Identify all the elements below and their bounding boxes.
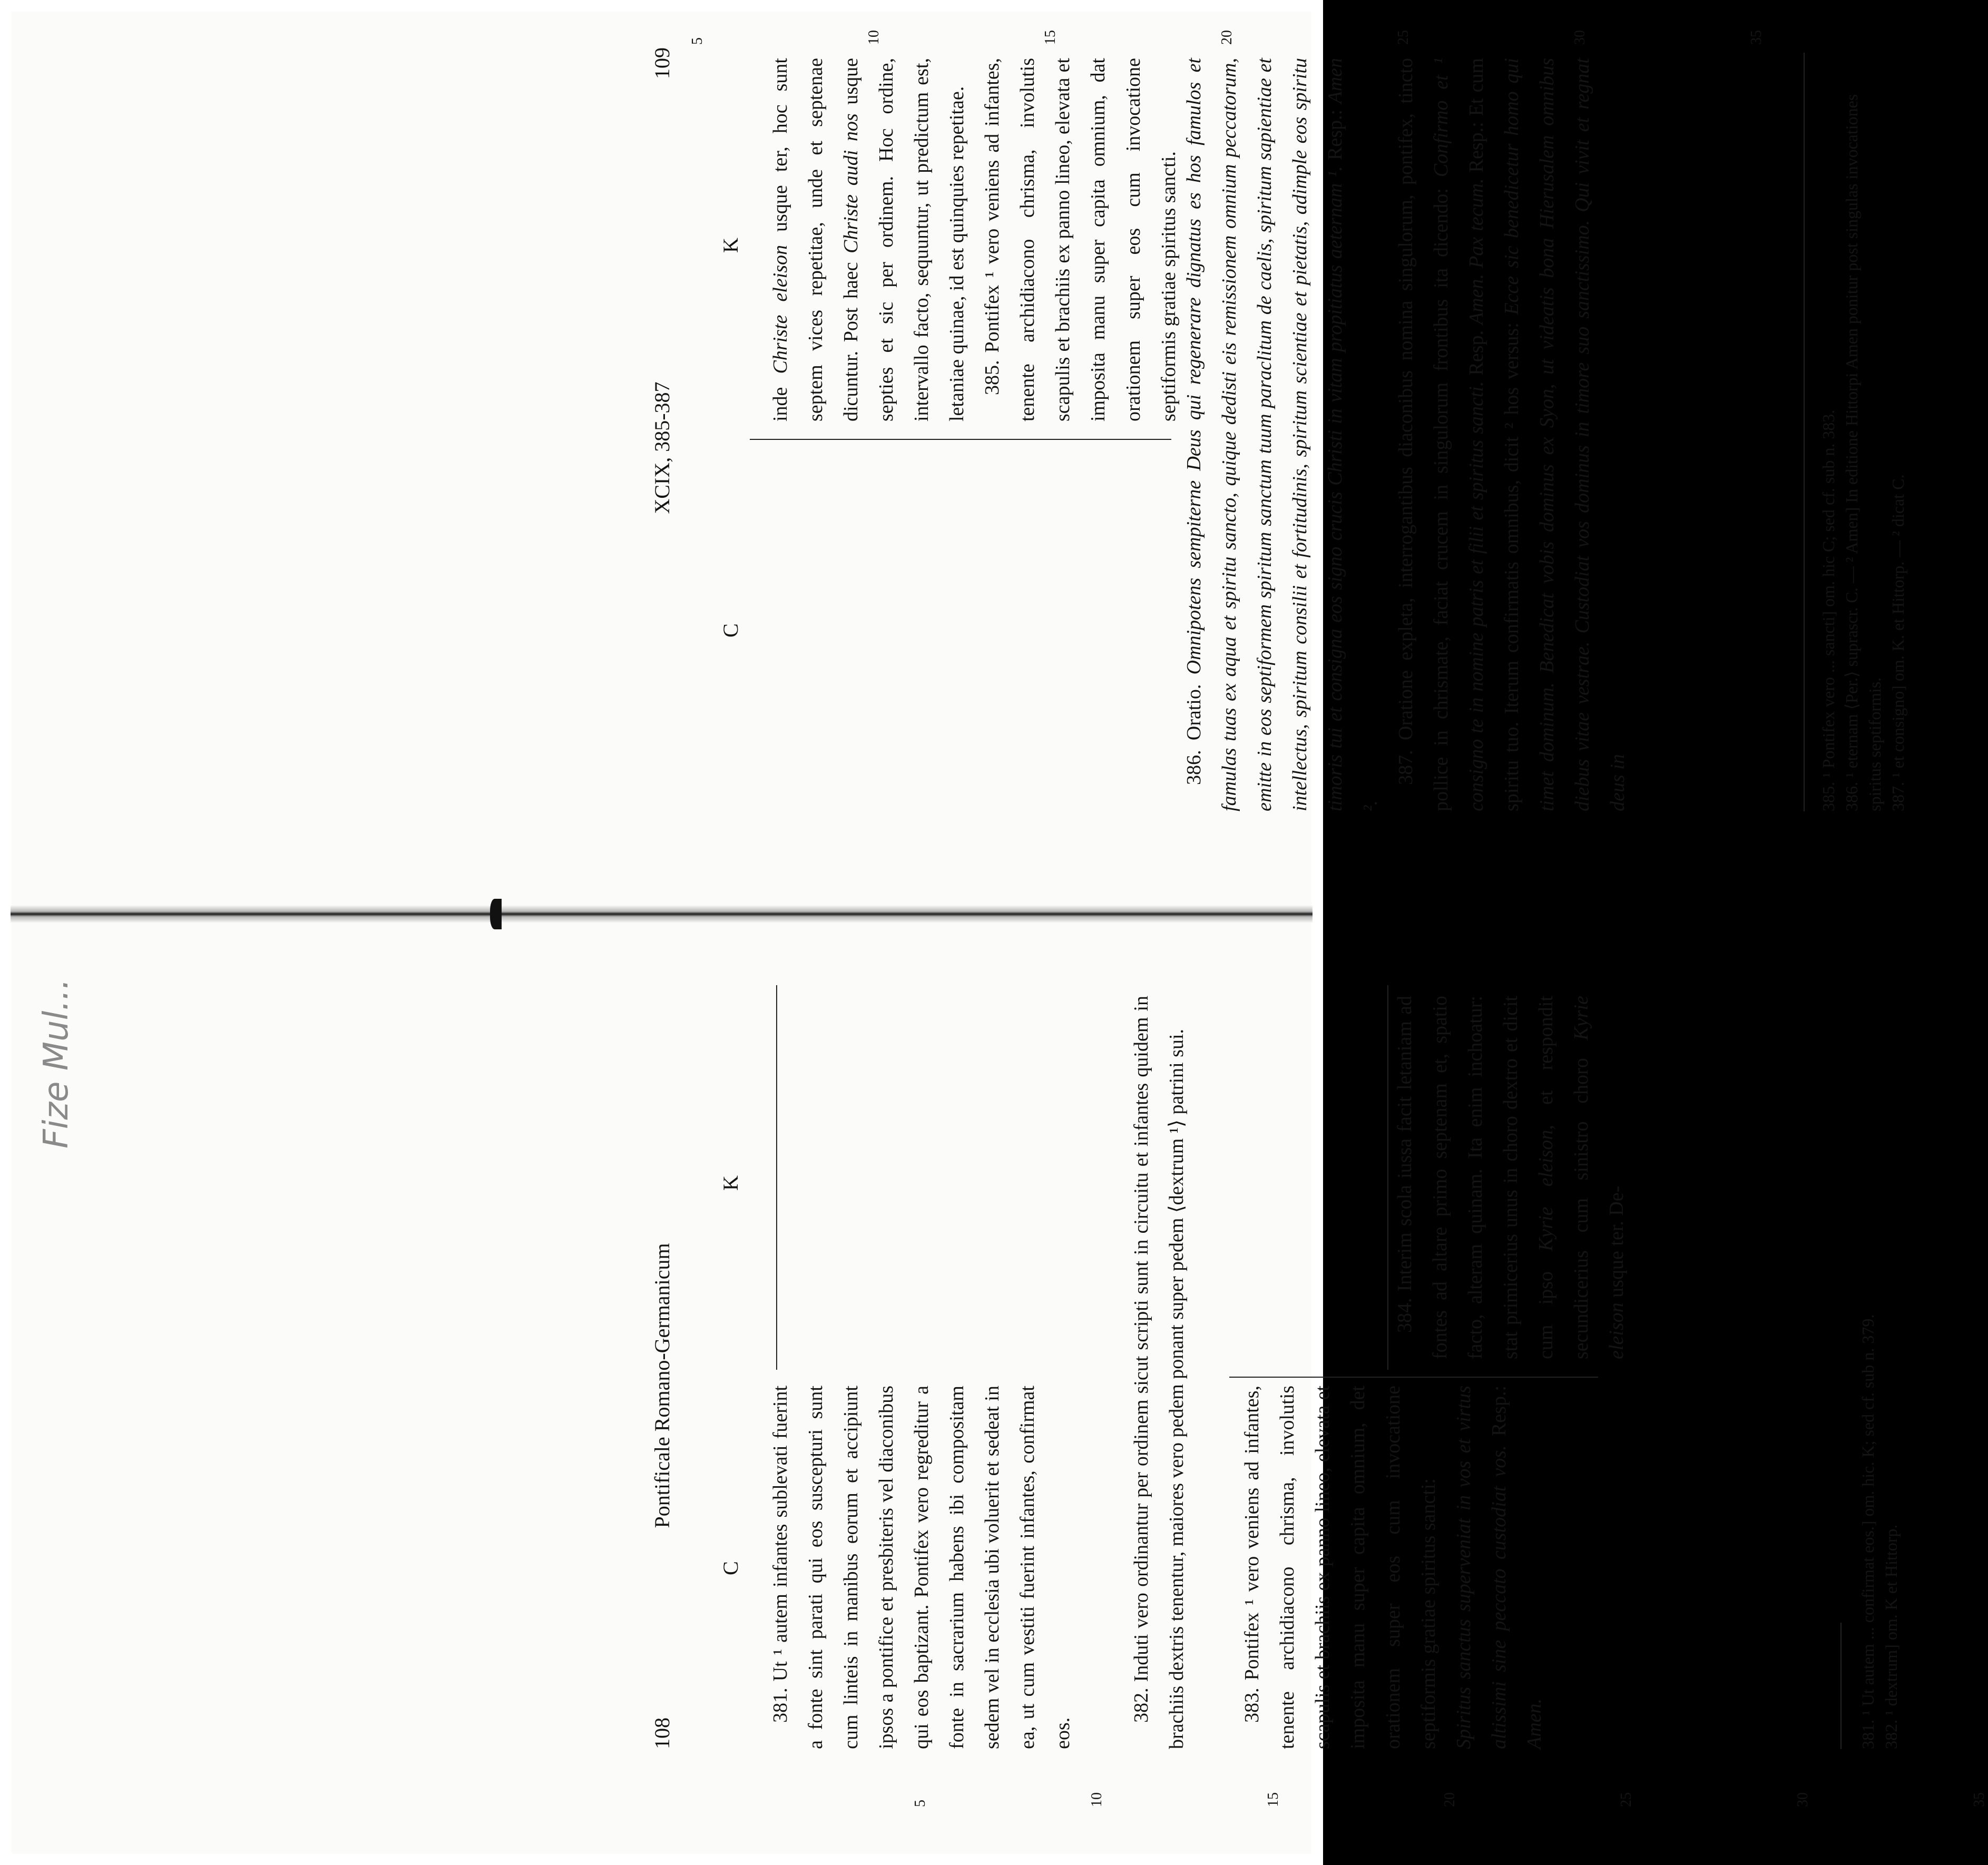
- running-title: XCIX, 385-387: [650, 381, 674, 514]
- column-divider: [750, 439, 1171, 440]
- text-block-381: [763, 1386, 1081, 1749]
- paragraph-k-384-cont: inde Christe eleison usque ter, hoc sunt septem vices repetitae, unde et septenae dicuntur. Post haec Christe audi nos usque septies et sic per ordinem. Hoc ordine, intervallo facto, sequuntur, ut predictum est, letaniae quinae, id est quinquies repetitae.: [769, 57, 968, 421]
- line-number: 15: [1265, 1792, 1281, 1807]
- left-page: [650, 964, 1987, 1807]
- paragraph-386: 386. Oratio. Omnipotens sempiterne Deus qui regenerare dignatus es hos famulos et famulas tuas ex aqua et spiritu sancto, quique dedisti eis remissionem omnium peccatorum, emitte in eos septiformem spiritum sanctum tuum paraclitum de caelis, spiritum sapientiae et intellectus, spiritum consilii et fortitudinis, spiritum scientiae et pietatis, adimple eos spiritu timoris tui et consigna eos signo crucis Christi in vitam propitiatus aeternam ¹. Resp.: Amen ².: [1183, 57, 1382, 811]
- text-block-384: [1387, 996, 1634, 1359]
- line-number: 35: [1971, 1792, 1987, 1807]
- footnotes-right: [1817, 53, 1909, 811]
- line-number: 25: [1618, 1792, 1634, 1807]
- text-block-386: [1177, 58, 1636, 811]
- running-title: Pontificale Romano-Germanicum: [650, 1243, 674, 1528]
- book-spread: [650, 26, 1987, 1807]
- paragraph-k-385: 385. Pontifex ¹ vero veniens ad infantes, tenente archidiacono chrisma, involutis scapulis et brachiis ex panno lineo, elevata et imposita manu super capita omnium, dat orationem super eos cum invocatione septiformis gratiae spiritus sancti.: [981, 58, 1180, 421]
- column-heading-c: C: [719, 623, 742, 637]
- footnote-rule: [1804, 53, 1805, 811]
- paragraph-383: 383. Pontifex ¹ vero veniens ad infantes, tenente archidiacono chrisma, involutis scapulis et brachiis ex panno lineo, elevata et imposita manu super capita omnium, det orationem super eos cum invocatione septiformis gratiae spiritus sancti:: [1241, 1386, 1439, 1749]
- column-heading-k: K: [719, 238, 742, 253]
- line-number: 10: [866, 30, 882, 45]
- footnote: 386. ¹ eternam ⟨Per.⟩ suprascr. C. — ² Amen] In editione Hittorpi Amen ponitur post singulas invocationes spiritus septiformis.: [1842, 94, 1884, 811]
- page-number: 108: [650, 1717, 674, 1749]
- pencil-note: Fize Mul...: [37, 978, 76, 1149]
- paragraph-383-prayer: Spiritus sanctus superveniat in vos et virtus altissimi sine peccato custodiat vos. Resp.: Amen.: [1453, 1385, 1545, 1749]
- column-heading-c: C: [719, 1561, 742, 1575]
- paragraph-381: 381. Ut ¹ autem infantes sublevati fuerint a fonte sint parati qui eos suscepturi sunt cum linteis in manibus eorum et accipiunt ipsos a pontifice et presbiteris vel diaconibus qui eos baptizant. Pontifex vero regreditur a fonte in sacrarium habens ibi compositam sedem vel in ecclesia ubi voluerit et sedeat in ea, ut cum vestiti fuerint infantes, confirmat eos.: [769, 1386, 1074, 1749]
- column-heading-k: K: [719, 1175, 742, 1191]
- line-number: 25: [1395, 30, 1412, 45]
- line-number: 15: [1042, 30, 1059, 45]
- line-number: 30: [1572, 30, 1588, 45]
- footnote: 385. ¹ Pontifex vero ... sancti] om. hic C; sed cf. sub n. 383.: [1819, 409, 1838, 811]
- line-number: 20: [1219, 30, 1235, 45]
- paragraph-387: 387. Oratione expleta, interrogantibus diaconibus nomina singulorum, pontifex, tincto pollice in chrismate, faciat crucem in singulorum frontibus ita dicendo: Confirmo et ¹ consigno te in nomine patris et filii et spiritus sancti. Resp. Amen. Pax tecum. Resp.: Et cum spiritu tuo. Iterum confirmatis omnibus, dicit ² hos versus: Ecce sic benedicetur homo qui timet dominum. Benedicat vobis dominus ex Syon, ut videatis bona Hierusalem omnibus diebus vitae vestrae. Custodiat vos dominus in timore suo sanctissimo. Qui vivit et regnat deus in: [1395, 58, 1629, 811]
- right-header: [650, 26, 681, 869]
- paragraph-384: 384. Interim scola iussa facit letaniam ad fontes ad altare primo septenam et, spatio facto, alteram quinam. Ita enim inchoatur: stat primicerius unus in choro dextro et dicit cum ipso Kyrie eleison, et respondit secundicerius cum sinistro choro Kyrie eleison usque ter. De-: [1394, 995, 1628, 1359]
- footnotes-left: [1856, 990, 1903, 1749]
- footnote: 387. ¹ et consigno] om. K. et Hittorp. — ² dicat C.: [1888, 474, 1907, 811]
- line-number: 20: [1442, 1792, 1458, 1807]
- line-number: 35: [1748, 30, 1765, 45]
- line-number: 5: [689, 37, 706, 45]
- line-number: 5: [912, 1800, 928, 1807]
- text-block-k-384-385: [763, 58, 1187, 421]
- footnote: 382. ¹ dextrum] om. K et Hittorp.: [1882, 1524, 1901, 1749]
- left-header: [650, 964, 681, 1807]
- right-page: [650, 26, 1925, 869]
- paragraph-382: 382. Induti vero ordinantur per ordinem sicut scripti sunt in circuitu et infantes quidem in brachiis dextris tenentur, maiores vero pedem ponant super pedem ⟨dextrum ¹⟩ patrini sui.: [1130, 996, 1188, 1749]
- column-rule: [776, 985, 777, 1370]
- gutter-shadow: [490, 899, 502, 929]
- line-number: 10: [1089, 1792, 1105, 1807]
- page-number: 109: [650, 47, 674, 79]
- line-number: 30: [1795, 1792, 1811, 1807]
- text-block-382: [1124, 996, 1194, 1749]
- footnote-rule: [1840, 1623, 1842, 1749]
- column-divider: [1229, 1377, 1598, 1378]
- footnote: 381. ¹ Ut autem ... confirmat eos.] om. hic. K; sed cf. sub n. 379.: [1858, 1314, 1877, 1749]
- text-block-383: [1235, 1386, 1552, 1749]
- column-rule: [1387, 985, 1388, 1370]
